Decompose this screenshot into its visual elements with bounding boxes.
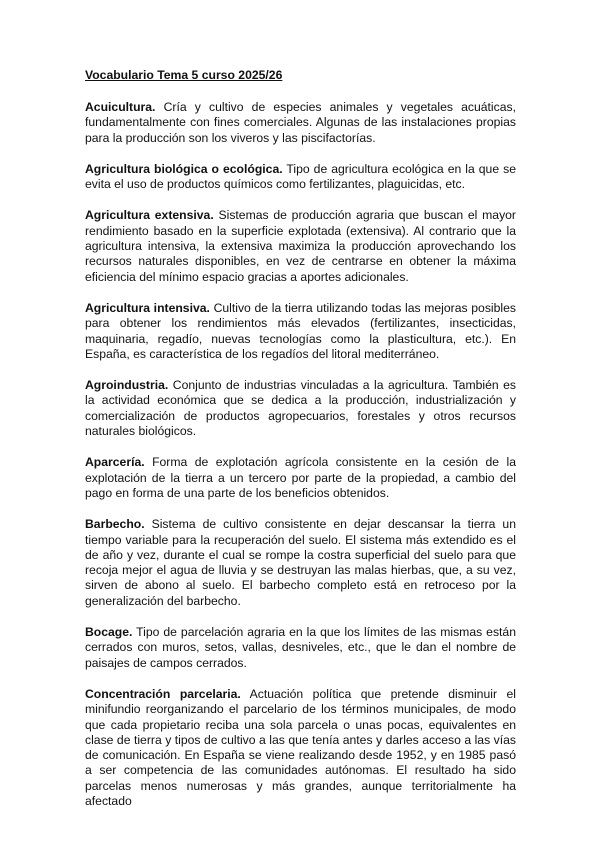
document-title: Vocabulario Tema 5 curso 2025/26 [85,68,283,82]
entry-term: Agricultura biológica o ecológica. [85,161,283,176]
entry-term: Aparcería. [85,455,145,470]
entry-definition: Actuación política que pretende disminuir el minifundio reorganizando el parcelario de los términos municipales, de modo que cada propietario reciba una sola parcela o unas pocas, equivalentes en clase de tierra y tipos de cultivo a las que tenía antes y darles acceso a las vías de comunicación. En España se viene realizando desde 1952, y en 1985 pasó a ser competencia de las comunidades autónomas. El resultado ha sido parcelas menos numerosas y más grandes, aunque territorialmente ha afectado [85,686,516,808]
entry-definition: Sistema de cultivo consistente en dejar descansar la tierra un tiempo variable para la recuperación del suelo. El sistema más extendido es el de año y vez, durante el cual se rompe la costra superficial del suelo para que recoja mejor el agua de lluvia y se destruyan las malas hierbas, que, a su vez, sirven de abono al suelo. El barbecho completo está en retroceso por la generalización del barbecho. [85,517,516,608]
glossary-entry [85,100,516,146]
entry-term: Agricultura intensiva. [85,300,210,315]
entry-definition: Tipo de agricultura ecológica en la que se evita el uso de productos químicos como fertilizantes, plaguicidas, etc. [85,161,516,192]
glossary-entry [85,378,516,439]
entry-term: Agricultura extensiva. [85,208,214,223]
glossary-entry [85,208,516,284]
glossary-entry [85,517,516,609]
entry-term: Barbecho. [85,517,145,532]
glossary-entry [85,625,516,671]
entry-definition: Conjunto de industrias vinculadas a la agricultura. También es la actividad económica que se dedica a la producción, industrialización y comercialización de productos agropecuarios, forestales y otros recursos naturales biológicos. [85,378,516,439]
entry-definition: Cultivo de la tierra utilizando todas las mejoras posibles para obtener los rendimientos más elevados (fertilizantes, insecticidas, maquinaria, regadío, nuevas tecnologías como la plasticultura, etc.). En España, es característica de los regadíos del litoral mediterráneo. [85,300,516,361]
entry-term: Bocage. [85,625,133,640]
glossary-entry [85,301,516,362]
entry-term: Acuicultura. [85,100,156,114]
entry-term: Agroindustria. [85,378,169,393]
entry-term: Concentración parcelaria. [85,686,241,701]
entry-definition: Cría y cultivo de especies animales y vegetales acuáticas, fundamentalmente con fines comerciales. Algunas de las instalaciones propias para la producción son los viveros y las piscifactorías. [85,100,516,145]
glossary-entry [85,455,516,501]
glossary-entry [85,162,516,193]
entry-definition: Sistemas de producción agraria que buscan el mayor rendimiento basado en la superficie explotada (extensiva). Al contrario que la agricultura intensiva, la extensiva maximiza la producción aprovechando los recursos naturales disponibles, en vez de centrarse en obtener la máxima eficiencia del mínimo espacio gracias a aportes adicionales. [85,208,516,284]
glossary-entry [85,686,516,808]
entry-definition: Tipo de parcelación agraria en la que los límites de las mismas están cerrados con muros, setos, vallas, desniveles, etc., que le dan el nombre de paisajes de campos cerrados. [85,625,516,670]
entry-definition: Forma de explotación agrícola consistente en la cesión de la explotación de la tierra a un tercero por parte de la propiedad, a cambio del pago en forma de una parte de los beneficios obtenidos. [85,455,516,500]
